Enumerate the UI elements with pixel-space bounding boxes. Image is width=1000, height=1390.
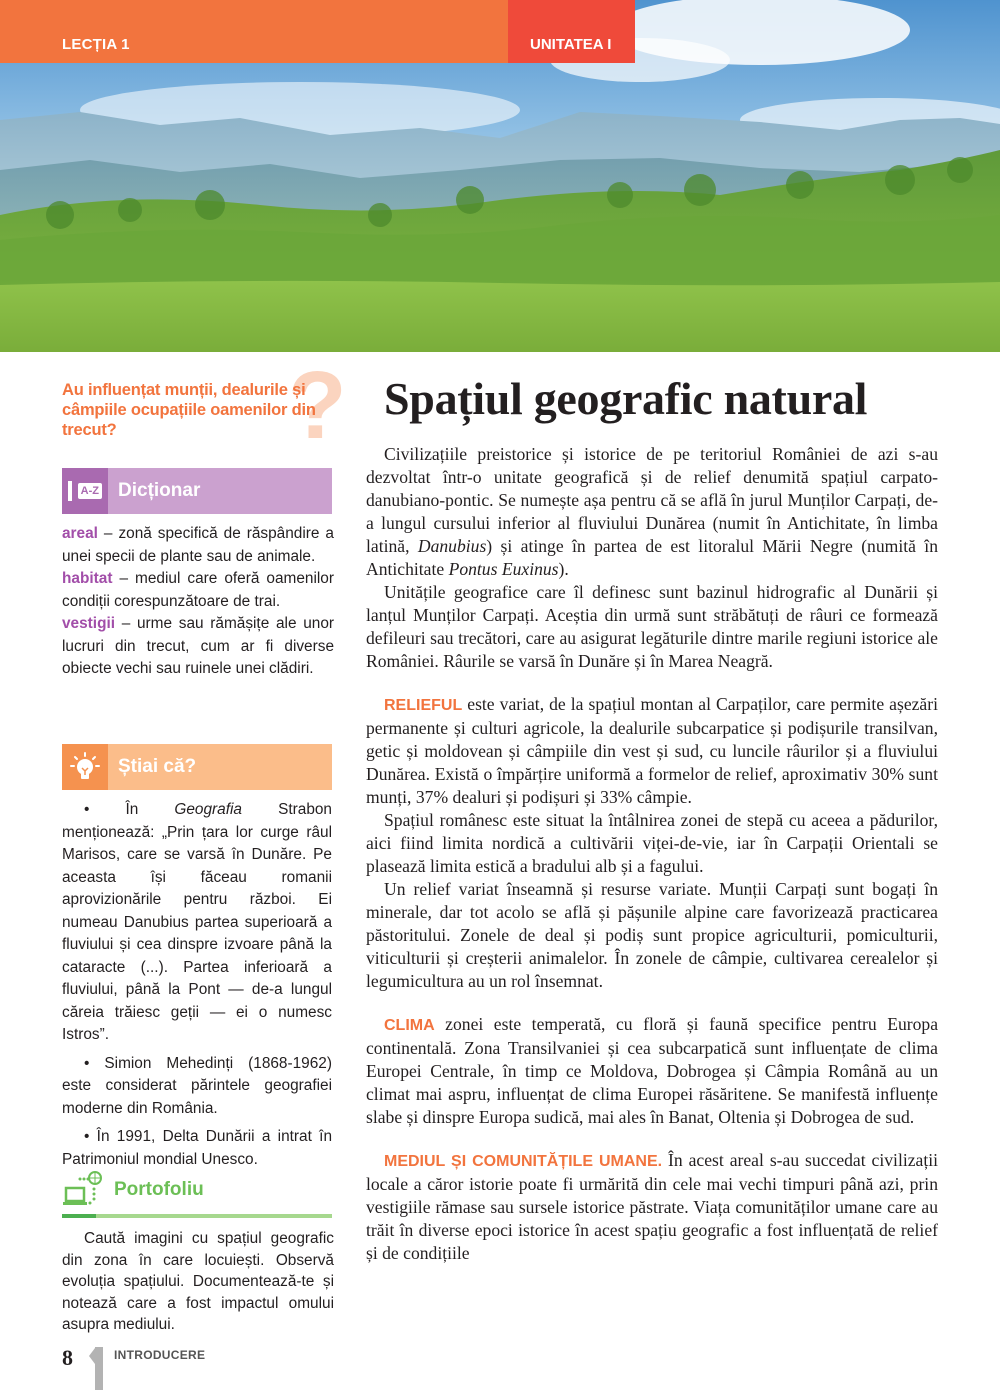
dictionary-term: vestigii <box>62 615 116 632</box>
book-title: Geografia <box>174 801 242 818</box>
page-number: 8 <box>62 1345 73 1370</box>
did-you-know-list <box>62 799 332 1177</box>
portfolio-title: Portofoliu <box>114 1179 204 1200</box>
latin-term: Danubius <box>417 536 487 556</box>
dictionary-entries <box>62 523 334 681</box>
did-you-know-title: Știai că? <box>118 756 197 777</box>
question-mark-icon: ? <box>288 352 347 459</box>
page-marker-icon <box>95 1347 103 1390</box>
unit-label: UNITATEA I <box>530 36 612 53</box>
latin-term: Pontus Euxinus <box>448 559 559 579</box>
article-paragraph: Unitățile geografice care îl definesc sunt bazinul hidrografic al Dunării și lanțul Munților Carpați. Aceștia din urmă sunt străbătuți de râuri ce formează defileuri sau trecători, care au asigurat legăturile dintre marile regiuni istorice ale României. Râurile se varsă în Dunăre și în Marea Neagră. <box>366 582 938 671</box>
did-you-know-icon-cell <box>62 744 108 790</box>
did-you-know-header <box>62 744 332 790</box>
text-run: Civilizațiile preistorice și istorice de pe teritoriul României de azi s-au dezvoltat într-o unitate geografică și de relief denumită spațiul carpato-danubiano-pontic. Se numește așa pentru că se află în jurul Munților Carpați, de-a lungul cursului inferior al fluviului Dunărea (numit în Antichitate, în limba latină, <box>366 444 938 556</box>
item-text: Strabon menționează: „Prin țara lor curge râul Marisos, care se varsă în Dunăre. Pe aceasta își făceau romanii aprovizionările pentru război. Ei numeau Danubius partea superioară a fluviului și cea dinspre izvoare până la cataracte (...). Partea inferioară a fluviului, până la Pont — de-a lungul căreia trăiesc geții — ei o numesc Istros”. <box>62 801 332 1043</box>
did-you-know-item: • În 1991, Delta Dunării a intrat în Patrimoniul mondial Unesco. <box>62 1128 332 1168</box>
lightbulb-icon <box>69 751 101 783</box>
landscape-banner-image <box>0 0 1000 352</box>
article-paragraph: Spațiul românesc este situat la întâlnirea zonei de stepă cu aceea a pădurilor, aici fiind limita nordică a cultivării viței-de-vie, iar în Carpații Orientali se plasează limita estică a bradului alb și a fagului. <box>366 810 938 876</box>
guiding-question <box>62 352 347 459</box>
dictionary-entry <box>62 568 334 613</box>
text-run: este variat, de la spațiul montan al Carpaților, care permite așezări permanente și culturi agricole, la dealurile subcarpatice și podișurile transilvan, getic și moldovean și câmpiile din vest și sud, cu luncile râurilor și a fluviului Dunărea. Există o împărțire uniformă a formelor de relief, aproximativ 30% sunt munți, 37% dealuri și podișuri și 33% câmpie. <box>366 694 938 807</box>
page-title: Spațiul geografic natural <box>384 373 868 424</box>
a-z-icon <box>68 481 102 501</box>
did-you-know-item: • Simion Mehedinți (1868-1962) este considerat părintele geografiei moderne din România. <box>62 1054 332 1117</box>
portfolio-header <box>62 1168 332 1212</box>
unit-tab <box>508 0 635 63</box>
article-body <box>366 443 938 1265</box>
article-paragraph <box>366 443 938 581</box>
dictionary-definition: – zonă specifică de răspândire a unei specii de plante sau de animale. <box>62 525 334 565</box>
lesson-tab <box>0 0 508 63</box>
dictionary-definition: – mediul care oferă oamenilor condiții corespunzătoare de trai. <box>62 570 334 610</box>
lesson-label: LECȚIA 1 <box>62 36 130 53</box>
question-text: Au influențat munții, dealurile și câmpiile ocupațiile oamenilor din trecut? <box>62 381 316 439</box>
dictionary-header <box>62 468 332 514</box>
section-keyword: RELIEFUL <box>384 697 463 714</box>
dictionary-entry <box>62 613 334 681</box>
dictionary-term: habitat <box>62 570 113 587</box>
portfolio-text: Caută imagini cu spațiul geografic din zona în care locuiești. Observă evoluția spațiului. Documentează-te și notează care a fost impactul omului asupra mediului. <box>62 1230 334 1333</box>
text-run: zonei este temperată, cu floră și faună specifice pentru Europa continentală. Zona Transilvaniei și cea subcarpatică sunt influențate de clima Europei Centrale, în timp ce Moldova, Dobrogea și Câmpia Română au un climat mai aspru, influențat de clima Europei răsăritene. Se manifestă influențe slabe și dinspre Europa sudică, mai ales în Banat, Oltenia și Dobrogea de sud. <box>366 1014 938 1127</box>
text-run: În acest areal s-au succedat civilizații locale a căror istorie poate fi urmărită din cele mai vechi timpuri până azi, prin vestigiile rămase sau sursele istorice păstrate. Viața comunităților umane care au trăit în diverse epoci istorice în acest spațiu geografic a fost influențată de relief și de condițiile <box>366 1150 939 1263</box>
did-you-know-item <box>62 799 332 1047</box>
article-paragraph: Un relief variat înseamnă și resurse variate. Munții Carpați sunt bogați în minerale, dar tot acolo se află și pășunile alpine care favorizează practicarea păstoritului. Zonele de deal și podiș sunt propice agriculturii, pomiculturii, viticulturii și creșterii animalelor. În zonele de câmpie, cultivarea cerealelor și legumicultura au un rol însemnat. <box>366 879 938 991</box>
section-keyword: CLIMA <box>384 1017 435 1034</box>
a-z-icon-text: A-Z <box>78 483 102 499</box>
relief-paragraph <box>366 693 938 809</box>
dictionary-entry <box>62 523 334 568</box>
climate-paragraph <box>366 1013 938 1129</box>
dictionary-definition: – urme sau rămășițe ale unor lucruri din trecut, cum ar fi diverse obiecte vechi sau ruinele unei clădiri. <box>62 615 334 677</box>
section-label: INTRODUCERE <box>114 1348 206 1362</box>
text-run: ) și atinge în partea de est litoralul Mării Negre (numită în Antichitate <box>366 536 938 579</box>
communities-paragraph <box>366 1149 938 1265</box>
laptop-globe-icon <box>62 1170 108 1210</box>
dictionary-icon-cell <box>62 468 108 514</box>
portfolio-divider <box>62 1214 332 1218</box>
dictionary-term: areal <box>62 525 98 542</box>
text-run: ). <box>558 559 569 579</box>
item-prefix: • În <box>84 801 175 818</box>
dictionary-title: Dicționar <box>118 480 201 501</box>
section-keyword: MEDIUL ȘI COMUNITĂȚILE UMANE. <box>384 1153 663 1170</box>
